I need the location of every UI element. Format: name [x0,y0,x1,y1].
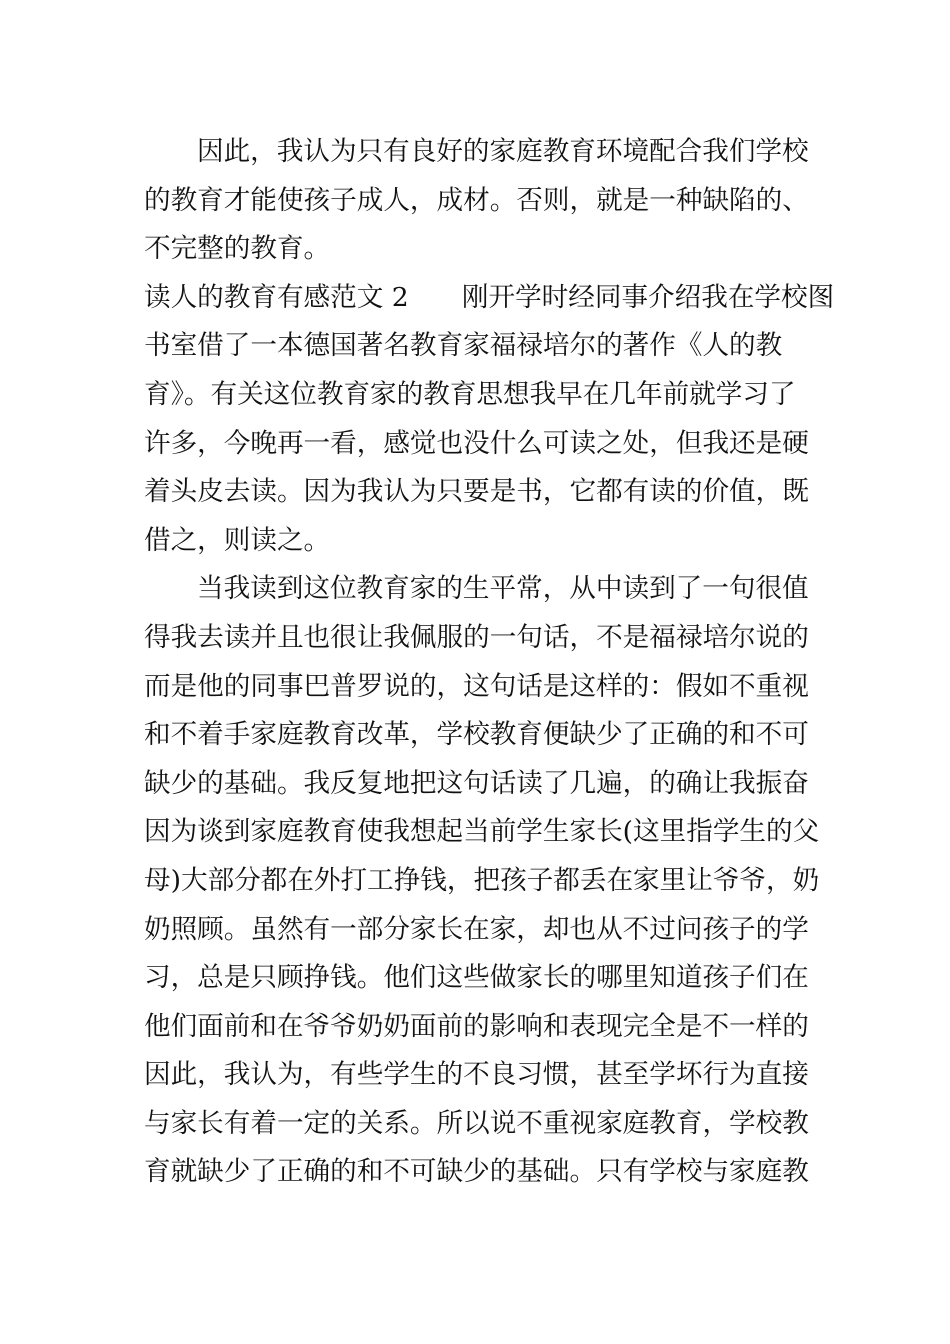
text-line: 与家长有着一定的关系。所以说不重视家庭教育，学校教 [144,1107,809,1139]
text-line: 母)大部分都在外打工挣钱，把孩子都丢在家里让爷爷，奶 [144,864,820,896]
text-line: 当我读到这位教育家的生平常，从中读到了一句很值 [197,573,809,605]
text-line: 因此，我认为只有良好的家庭教育环境配合我们学校 [197,136,809,167]
text-line: 奶照顾。虽然有一部分家长在家，却也从不过问孩子的学 [144,913,809,945]
text-line: 借之，则读之。 [144,524,331,556]
text-line: 得我去读并且也很让我佩服的一句话，不是福禄培尔说的 [144,621,809,653]
text-line: 因为谈到家庭教育使我想起当前学生家长(这里指学生的父 [144,816,820,848]
section-heading-line: 读人的教育有感范文 2 刚开学时经同事介绍我在学校图 [144,281,835,313]
text-line: 的教育才能使孩子成人，成材。否则，就是一种缺陷的、 [144,184,809,216]
text-line: 育就缺少了正确的和不可缺少的基础。只有学校与家庭教 [144,1156,809,1188]
text-line: 而是他的同事巴普罗说的，这句话是这样的：假如不重视 [144,670,809,702]
text-line: 和不着手家庭教育改革，学校教育便缺少了正确的和不可 [144,719,809,751]
text-line: 许多，今晚再一看，感觉也没什么可读之处，但我还是硬 [144,427,809,459]
text-line: 不完整的教育。 [144,233,331,265]
text-line: 育》。有关这位教育家的教育思想我早在几年前就学习了 [144,378,796,410]
text-line: 着头皮去读。因为我认为只要是书，它都有读的价值，既 [144,476,809,508]
text-line: 他们面前和在爷爷奶奶面前的影响和表现完全是不一样的 [144,1010,809,1042]
body-text [144,128,835,1197]
text-line: 书室借了一本德国著名教育家福禄培尔的著作《人的教 [144,330,783,362]
text-line: 缺少的基础。我反复地把这句话读了几遍，的确让我振奋 [144,767,809,799]
text-line: 习，总是只顾挣钱。他们这些做家长的哪里知道孩子们在 [144,962,809,994]
text-line: 因此，我认为，有些学生的不良习惯，甚至学坏行为直接 [144,1059,809,1091]
